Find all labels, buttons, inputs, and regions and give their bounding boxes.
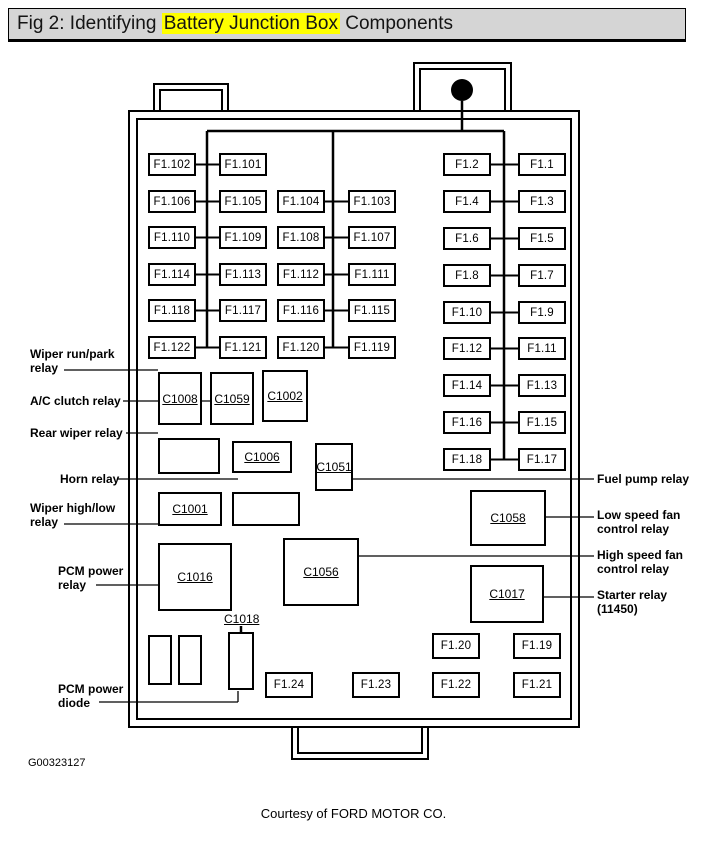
fuse-f1-12: F1.12	[443, 337, 491, 360]
label-ac-clutch-relay	[30, 395, 121, 409]
label-line: Rear wiper relay	[30, 426, 123, 440]
label-line: Wiper high/low	[30, 501, 116, 515]
label-wiper-run-park-relay	[30, 348, 115, 375]
label-line: PCM power	[58, 682, 124, 696]
fuse-f1-8: F1.8	[443, 264, 491, 287]
connector-c1058	[470, 490, 546, 546]
label-horn-relay	[60, 473, 119, 487]
label-rear-wiper-relay	[30, 427, 123, 441]
connector-label: C1006	[244, 450, 280, 464]
connector-unlabeled	[148, 635, 172, 685]
fuse-f1-106: F1.106	[148, 190, 196, 213]
connector-unlabeled	[232, 492, 300, 526]
label-low-speed-fan-control-relay	[597, 509, 680, 536]
label-c1018: C1018	[224, 612, 260, 626]
fuse-f1-13: F1.13	[518, 374, 566, 397]
fuse-f1-107: F1.107	[348, 226, 396, 249]
label-high-speed-fan-control-relay	[597, 549, 683, 576]
title-prefix: Fig 2: Identifying	[17, 13, 162, 34]
fuse-f1-4: F1.4	[443, 190, 491, 213]
connector-c1016	[158, 543, 232, 611]
fuse-f1-102: F1.102	[148, 153, 196, 176]
connector-c1001	[158, 492, 222, 526]
label-pcm-power-diode	[58, 683, 123, 710]
title-suffix: Components	[339, 13, 453, 34]
label-line: control relay	[597, 521, 670, 536]
fuse-f1-114: F1.114	[148, 263, 196, 286]
fuse-f1-113: F1.113	[219, 263, 267, 286]
label-line: PCM power	[58, 564, 124, 578]
label-line: control relay	[597, 561, 670, 576]
connector-label: C1002	[267, 389, 303, 403]
fuse-f1-109: F1.109	[219, 226, 267, 249]
fuse-f1-6: F1.6	[443, 227, 491, 250]
connector-c1017	[470, 565, 544, 623]
figure-id: G00323127	[28, 757, 86, 769]
connector-label: C1016	[177, 570, 213, 584]
courtesy-note: Courtesy of FORD MOTOR CO.	[260, 806, 447, 821]
fuse-f1-7: F1.7	[518, 264, 566, 287]
fuse-f1-22: F1.22	[432, 672, 480, 698]
fuse-f1-14: F1.14	[443, 374, 491, 397]
connector-c1059	[210, 372, 254, 425]
label-line: relay	[58, 577, 87, 592]
fuse-f1-11: F1.11	[518, 337, 566, 360]
fuse-f1-10: F1.10	[443, 301, 491, 324]
fuse-f1-108: F1.108	[277, 226, 325, 249]
fuse-f1-112: F1.112	[277, 263, 325, 286]
label-line: diode	[58, 695, 90, 710]
connector-label: C1051	[316, 460, 352, 474]
fuse-f1-15: F1.15	[518, 411, 566, 434]
fuse-f1-2: F1.2	[443, 153, 491, 176]
label-fuel-pump-relay	[597, 473, 689, 487]
connector-label: C1008	[162, 391, 198, 406]
fuse-f1-16: F1.16	[443, 411, 491, 434]
connector-label: C1059	[214, 391, 250, 406]
fuse-f1-119: F1.119	[348, 336, 396, 359]
fuse-f1-122: F1.122	[148, 336, 196, 359]
fuse-f1-24: F1.24	[265, 672, 313, 698]
fuse-f1-115: F1.115	[348, 299, 396, 322]
fuse-f1-1: F1.1	[518, 153, 566, 176]
fuse-f1-111: F1.111	[348, 263, 396, 286]
fuse-f1-5: F1.5	[518, 227, 566, 250]
fuse-f1-103: F1.103	[348, 190, 396, 213]
connector-label: C1058	[490, 511, 526, 525]
label-line: (11450)	[597, 601, 638, 616]
connector-c1006	[232, 441, 292, 473]
connector-c1051	[315, 443, 353, 491]
connector-c1056	[283, 538, 359, 606]
fuse-f1-118: F1.118	[148, 299, 196, 322]
fuse-f1-20: F1.20	[432, 633, 480, 659]
label-line: Wiper run/park	[30, 347, 115, 361]
fuse-f1-9: F1.9	[518, 301, 566, 324]
fuse-f1-17: F1.17	[518, 448, 566, 471]
label-line: Horn relay	[60, 472, 120, 486]
label-line: relay	[30, 360, 59, 375]
fuse-f1-121: F1.121	[219, 336, 267, 359]
label-line: Low speed fan	[597, 508, 681, 522]
connector-c1008	[158, 372, 202, 425]
connector-unlabeled	[158, 438, 220, 474]
label-line: High speed fan	[597, 548, 684, 562]
connector-c1002	[262, 370, 308, 422]
fuse-f1-18: F1.18	[443, 448, 491, 471]
label-line: Starter relay	[597, 588, 668, 602]
fuse-f1-116: F1.116	[277, 299, 325, 322]
fuse-f1-104: F1.104	[277, 190, 325, 213]
label-line: A/C clutch relay	[30, 394, 121, 408]
label-pcm-power-relay	[58, 565, 123, 592]
label-line: Fuel pump relay	[597, 472, 690, 486]
fuse-f1-23: F1.23	[352, 672, 400, 698]
connector-label: C1001	[172, 502, 208, 516]
label-wiper-high-low-relay	[30, 502, 115, 529]
fuse-f1-105: F1.105	[219, 190, 267, 213]
fuse-f1-117: F1.117	[219, 299, 267, 322]
connector-unlabeled	[228, 632, 254, 690]
fuse-f1-19: F1.19	[513, 633, 561, 659]
fuse-f1-101: F1.101	[219, 153, 267, 176]
label-line: relay	[30, 514, 59, 529]
fuse-f1-120: F1.120	[277, 336, 325, 359]
connector-label: C1056	[303, 565, 339, 579]
connector-unlabeled	[178, 635, 202, 685]
fuse-f1-110: F1.110	[148, 226, 196, 249]
label-starter-relay	[597, 589, 667, 616]
fuse-f1-21: F1.21	[513, 672, 561, 698]
title-highlight: Battery Junction Box	[163, 13, 338, 34]
connector-label: C1017	[489, 587, 525, 601]
fuse-f1-3: F1.3	[518, 190, 566, 213]
